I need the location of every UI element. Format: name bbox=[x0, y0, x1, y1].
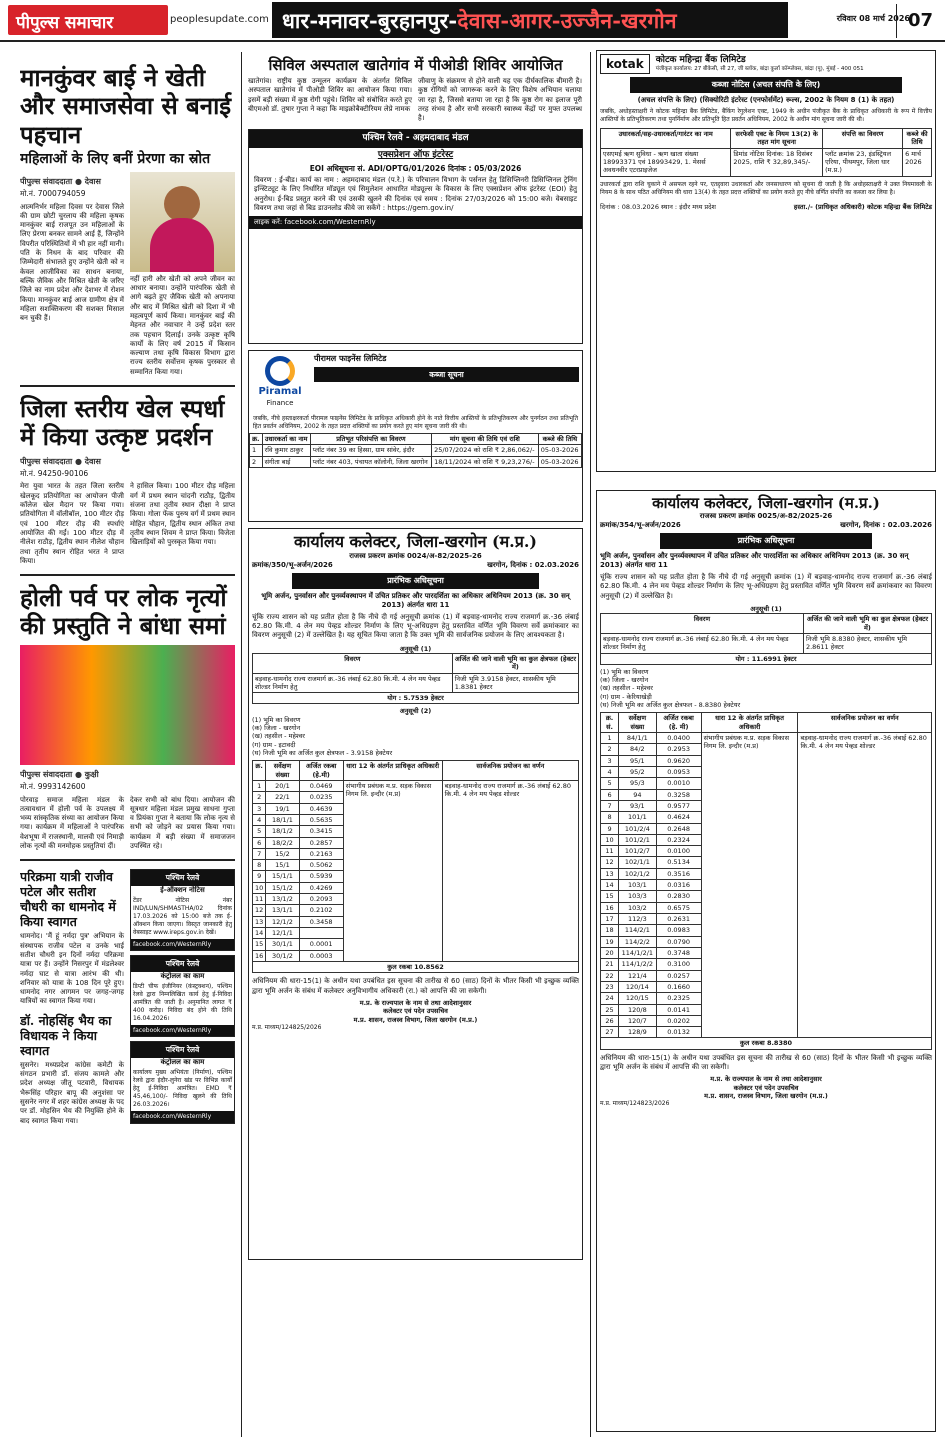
kotak-band: कब्जा नोटिस (अचल संपत्ति के लिए) bbox=[630, 77, 902, 93]
rly1-ref: EOI अधिसूचना सं. ADI/OPTG/01/2026 दिनांक : 05/03/2026 bbox=[309, 163, 522, 173]
story1-mobile: मो.नं. 7000794059 bbox=[20, 188, 86, 198]
rly4-sub: कंट्रोलल का काम bbox=[160, 1058, 205, 1067]
story1-subhead: महिलाओं के लिए बनीं प्रेरणा का स्रोत bbox=[20, 150, 211, 167]
coll2-reg: राजस्व प्रकरण क्रमांक 0025/अ-82/2025-26 bbox=[699, 512, 833, 520]
table-row: 7 93/1 0.9577 bbox=[601, 800, 932, 811]
coll1-s1-title: अनुसूची (1) bbox=[399, 644, 432, 653]
story1-headline: मानकुंवर बाई ने खेती और समाजसेवा से बनाई पहचान bbox=[20, 64, 232, 149]
kotak-tail: उधारकर्ता द्वारा राशि चुकाने में असफल रहने पर, एतद्द्वारा उधारकर्ता और जनसाधारण को सूचना दी जाती है कि अधोहस्ताक्षरी ने उक्त नियमावली के नियम 8 के साथ पठित अधिनियम की धारा 13(4) के तहत प्रदत्त शक्तियों का प्रयोग करते हुए नीचे वर्णित संपत्ति का कब्जा कर लिया है। bbox=[600, 180, 932, 196]
coll1-s1-col: विवरण bbox=[253, 653, 453, 673]
coll1-sign4: म.प्र. माध्यम/124825/2026 bbox=[252, 1023, 322, 1031]
table-row: 16 103/2 0.6575 bbox=[601, 902, 932, 913]
coll2-head: कार्यालय कलेक्टर, जिला-खरगोन (म.प्र.) bbox=[652, 494, 880, 512]
piramal-notice bbox=[248, 350, 583, 522]
rly2-footer[interactable]: facebook.com/WesternRly bbox=[131, 939, 234, 951]
kotak-notice bbox=[596, 50, 936, 472]
railway-ad-3 bbox=[130, 955, 235, 1037]
coll2-date: खरगोन, दिनांक : 02.03.2026 bbox=[840, 520, 932, 529]
table-row: 4 95/2 0.0953 bbox=[601, 766, 932, 777]
kotak-sign: हस्ता./- (प्राधिकृत अधिकारी) कोटक महिन्द्रा बैंक लिमिटेड bbox=[793, 202, 932, 211]
piramal-title: कब्जा सूचना bbox=[314, 367, 579, 383]
brand-logo: पीपुल्स समाचार bbox=[8, 5, 168, 35]
coll2-sign3: म.प्र. शासन, राजस्व विभाग, जिला खरगोन (म.प्र.) bbox=[704, 1091, 828, 1100]
rly2-head: पश्चिम रेलवे bbox=[131, 870, 234, 886]
story3-photo bbox=[20, 645, 235, 765]
rly1-footer[interactable]: लाइक करें: facebook.com/WesternRly bbox=[249, 216, 582, 229]
table-row: 25 120/8 0.0141 bbox=[601, 1004, 932, 1015]
table-row: 22 121/4 0.0257 bbox=[601, 970, 932, 981]
table-row: 1 रवि कुमार ठाकुर प्लॉट नंबर 39 का हिस्सा, ग्राम सांवेर, इंदौर 25/07/2024 को राशि ₹ 2,86,062/- 05-03-2026 bbox=[250, 445, 582, 456]
story3-byline: पीपुल्स संवाददाता ● कुक्षी bbox=[20, 769, 99, 779]
table-row: 8 101/1 0.4624 bbox=[601, 812, 932, 823]
table-row: 24 120/15 0.2325 bbox=[601, 993, 932, 1004]
coll2-no: क्रमांक/354/भू-अर्जन/2026 bbox=[600, 520, 681, 529]
kotak-logo: kotak bbox=[600, 54, 650, 74]
coll2-band: प्रारंभिक अधिसूचना bbox=[660, 533, 872, 549]
piramal-col: मांग सूचना की तिथि एवं राशि bbox=[432, 434, 539, 445]
story2-mobile: मो.नं. 94250-90106 bbox=[20, 468, 89, 478]
coll1-band: प्रारंभिक अधिसूचना bbox=[292, 573, 539, 589]
coll1-schedule1: विवरण अर्जित की जाने वाली भूमि का कुल क्षेत्रफल (हेक्टर में) बड़वाह-धामनोद राज्य राजमार्ग क्र.-36 लंबाई 62.80 कि.मी. 4 लेन मय पेव्हड शोल्डर निर्माण हेतु निजी भूमि 3.9158 हेक्टर, शासकीय भूमि 1.8381 हेक्टर योग : 5.7539 हेक्टर bbox=[252, 653, 579, 705]
table-row: 8 15/1 0.5062 bbox=[253, 860, 579, 871]
story2-headline: जिला स्तरीय खेल स्पर्धा में किया उत्कृष्ट प्रदर्शन bbox=[20, 394, 225, 452]
coll2-schedule1: विवरण अर्जित की जाने वाली भूमि का कुल क्षेत्रफल (हेक्टर में) बड़वाह-धामनोद राज्य राजमार्ग क्र.-36 लंबाई 62.80 कि.मी. 4 लेन मय पेव्हड शोल्डर निर्माण हेतु निजी भूमि 8.8380 हेक्टर, शासकीय भूमि 2.8611 हेक्टर योग : 11.6991 हेक्टर bbox=[600, 613, 932, 665]
table-row: 1 84/1/1 0.0400 संभागीय प्रबंधक म.प्र. सड़क विकास निगम लि. इन्दौर (म.प्र) बड़वाह-धामनोद राज्य राजमार्ग क्र.-36 लंबाई 62.80 कि.मी. 4 लेन मय पेव्हड शोल्डर bbox=[601, 733, 932, 744]
piramal-table bbox=[249, 433, 582, 468]
page-number: 07 bbox=[896, 4, 944, 38]
kotak-addr: पंजीकृत कार्यालय: 27 बीकेसी, सी 27, जी ब्लॉक, बांद्रा कुर्ला कॉम्प्लेक्स, बांद्रा (पू), मुंबई - 400 051 bbox=[655, 66, 864, 73]
story1-photo bbox=[130, 172, 235, 272]
story3-text-b: देकर सभी को बांध दिया। आयोजन की सूत्रधार महिला मंडल प्रमुख साधना गुप्ता व प्रियंका गुप्ता ने बताया कि लोक नृत्य से सभी को जोड़ने का प्रयास किया गया। कार्यक्रम में बड़ी संख्या में समाजजन उपस्थित रहे। bbox=[130, 795, 235, 851]
coll1-land-details: (1) भूमि का विवरण (क) जिला - खरगोन (ख) तहसील - महेश्वर (ग) ग्राम - इटावदी (घ) निजी भूमि का अर्जित कुल क्षेत्रफल - 3.9158 हेक्टेयर bbox=[252, 715, 393, 758]
table-row: 2 84/2 0.2953 bbox=[601, 744, 932, 755]
table-row: 11 13/1/2 0.2093 bbox=[253, 894, 579, 905]
table-row: 1 20/1 0.0469 संभागीय प्रबंधक म.प्र. सड़क विकास निगम लि. इन्दौर (म.प्र) बड़वाह-धामनोद राज्य राजमार्ग क्र.-36 लंबाई 62.80 कि.मी. 4 लेन मय पेव्हड शोल्डर bbox=[253, 780, 579, 791]
table-row: 11 101/2/7 0.0100 bbox=[601, 846, 932, 857]
table-row: 14 12/1/1 bbox=[253, 928, 579, 939]
rly2-body: टेंडर नोटिस नंबर IND/LUN/SHMASTHA/02 दिनांक 17.03.2026 को 15:00 बजे तक ई-ऑक्शन किया जाएगा। विस्तृत जानकारी हेतु वेबसाइट www.ireps.gov.in देखें। bbox=[133, 896, 232, 936]
coll1-sign1: म.प्र. के राज्यपाल के नाम से तथा आदेशानुसार bbox=[359, 998, 472, 1007]
collector-notice-2 bbox=[596, 490, 936, 1432]
coll1-no: क्रमांक/350/भू-अर्जन/2026 bbox=[252, 560, 333, 569]
table-row: 2 22/1 0.0235 bbox=[253, 792, 579, 803]
table-row: 5 95/3 0.0010 bbox=[601, 778, 932, 789]
table-row: 15 30/1/1 0.0001 bbox=[253, 939, 579, 950]
table-row: 9 15/1/1 0.5939 bbox=[253, 871, 579, 882]
coll1-s1-col: अर्जित की जाने वाली भूमि का कुल क्षेत्रफल (हेक्टर में) bbox=[452, 653, 578, 673]
piramal-logo-text: Piramal bbox=[258, 386, 302, 398]
railway-eoi-ad bbox=[248, 129, 583, 344]
table-row: 23 120/14 0.1660 bbox=[601, 981, 932, 992]
collector-notice-1 bbox=[248, 528, 583, 1260]
coll1-sign2: कलेक्टर एवं पदेन उपसचिव bbox=[383, 1007, 448, 1016]
piramal-logo bbox=[249, 351, 311, 413]
story2-text-a: मेरा युवा भारत के तहत जिला स्तरीय खेलकूद प्रतियोगिता का आयोजन पीजी कॉलेज खेल मैदान पर किया गया। प्रतियोगिता में वॉलीबॉल, 100 मीटर दौड़ एवं 100 मीटर दौड़ की स्पर्धाएं आयोजित की गईं। 100 मीटर दौड़ में नीलेश राठौड़, द्वितीय स्थान नीलेश चौहान तथा तृतीय स्थान रोहित भरत ने प्राप्त किया। bbox=[20, 482, 124, 565]
rly3-footer[interactable]: facebook.com/WesternRly bbox=[131, 1025, 234, 1037]
coll1-head: कार्यालय कलेक्टर, जिला-खरगोन (म.प्र.) bbox=[294, 532, 537, 552]
edition-title bbox=[272, 2, 788, 38]
edition-highlight: देवास-आगर-उज्जैन-खरगोन bbox=[457, 8, 677, 33]
story1-text-b: नहीं हारी और खेती को अपने जीवन का आधार बनाया। उन्होंने पारंपरिक खेती से आगे बढ़ते हुए जैविक खेती को अपनाया और बाद में मिश्रित खेती को दिशा में भी महत्वपूर्ण कार्य किया। मानकुंवर बाई की मेहनत और नवाचार ने उन्हें प्रदेश स्तर तक पहचान दिलाई। उनके उत्कृष्ट कृषि कार्यों के लिए वर्ष 2015 में किसान कल्याण तथा कृषि विकास विभाग द्वारा राज्य स्तरीय सर्वोत्तम कृषक पुरस्कार से सम्मानित किया गया। bbox=[130, 274, 235, 376]
coll1-act: भूमि अर्जन, पुनर्वासन और पुनर्व्यवस्थापन में उचित प्रतिकर और पारदर्शिता का अधिकार अधिनियम 2013 (क्र. 30 सन् 2013) अंतर्गत धारा 11 bbox=[261, 591, 570, 609]
story5-text: सुसनेर। मध्यप्रदेश कांग्रेस कमेटी के संगठन प्रभारी डॉ. संजय कामले और प्रदेश अध्यक्ष जीतू पटवारी, विधायक भैरूसिंह परिहार बापू की अनुशंसा पर सुसनेर नगर में शहर कांग्रेस अध्यक्ष के पद पर डॉ. मोहसिन भैय की नियुक्ति होने के बाद स्वागत किया गया। bbox=[20, 1060, 124, 1125]
table-row: 27 128/9 0.0132 bbox=[601, 1027, 932, 1038]
kotak-table: उधारकर्ता/सह-उधारकर्ता/गारंटर का नाम सरफेसी एक्ट के नियम 13(2) के तहत मांग सूचना संपत्ति का विवरण कब्जे की तिथि एसएमई ऋण सुविधा - ऋण खाता संख्या 18993371 एवं 18993429, 1. मेसर्स अवधनवीर एटरप्राइजेज डिमांड नोटिस दिनांक: 18 दिसंबर 2025, राशि ₹ 32,89,345/- प्लॉट क्रमांक 23, इंडस्ट्रियल एरिया, पीथमपुर, जिला धार (म.प्र.) 6 मार्च 2026 bbox=[600, 128, 932, 177]
coll2-s1-title: अनुसूची (1) bbox=[750, 604, 782, 613]
piramal-logo-sub: Finance bbox=[266, 399, 294, 408]
table-row: 10 101/2/1 0.2324 bbox=[601, 834, 932, 845]
coll2-foot: अधिनियम की धारा-15(1) के अधीन यथा उपबंधित इस सूचना की तारीख से 60 (साठ) दिनों के भीतर किसी भी इच्छुक व्यक्ति द्वारा भूमि अर्जन के संबंध में आपत्ति की जा सकेगी। bbox=[600, 1053, 932, 1072]
table-row: 21 114/1/2/2 0.3100 bbox=[601, 959, 932, 970]
story4-headline: परिक्रमा यात्री राजीव पटेल और सतीश चौधरी का धामनोद में किया स्वागत bbox=[20, 869, 116, 930]
table-row: 5 18/1/2 0.3415 bbox=[253, 826, 579, 837]
coll1-reg: राजस्व प्रकरण क्रमांक 0024/अ-82/2025-26 bbox=[349, 551, 482, 560]
story2-byline: पीपुल्स संवाददाता ● देवास bbox=[20, 456, 101, 466]
rly1-sub: एक्सप्रेशन ऑफ इंटरेस्ट bbox=[377, 150, 454, 160]
story5-headline: डॉ. नोहसिंह भैय का विधायक ने किया स्वागत bbox=[20, 1012, 112, 1058]
piramal-col: उधारकर्ता का नाम bbox=[262, 434, 310, 445]
right-column bbox=[596, 50, 936, 1438]
table-row: 17 112/3 0.2631 bbox=[601, 914, 932, 925]
rly3-sub: कंट्रोलल का काम bbox=[160, 972, 205, 981]
site-url[interactable]: peoplesupdate.com bbox=[170, 14, 269, 25]
railway-ad-2 bbox=[130, 869, 235, 951]
coll2-sign1: म.प्र. के राज्यपाल के नाम से तथा आदेशानुसार bbox=[710, 1075, 822, 1084]
rly2-sub: ई-ऑक्शन नोटिस bbox=[160, 885, 205, 894]
table-row: 9 101/2/4 0.2648 bbox=[601, 823, 932, 834]
coll2-sign2: कलेक्टर एवं पदेन उपसचिव bbox=[733, 1083, 799, 1092]
story4-text: धामनोद। 'मैं हूं नर्मदा पुत्र' अभियान के संस्थापक राजीव पटेल व उनके भाई सतीश चौधरी इन दिनों नर्मदा परिक्रमा यात्रा पर हैं। उन्होंने निसरपुर में मंडलेश्वर नर्मदा घाट से यात्रा आरंभ की थी। शनिवार को यात्रा के 108 दिन पूरे हुए। धामनोद नगर आगमन पर जगह-जगह यात्रियों का स्वागत किया गया। bbox=[20, 932, 124, 1006]
piramal-company: पीरामल फाइनेंस लिमिटेड bbox=[314, 354, 387, 364]
table-row: 6 18/2/2 0.2857 bbox=[253, 837, 579, 848]
table-row: 14 103/1 0.0316 bbox=[601, 880, 932, 891]
kotak-sub: (अचल संपत्ति के लिए) (सिक्योरिटी इंटरेस्ट (एनफोर्समेंट) रूल्स, 2002 के नियम 8 (1) के तहत) bbox=[637, 96, 895, 105]
table-row: 15 103/3 0.2830 bbox=[601, 891, 932, 902]
coll2-land-details: (1) भूमि का विवरण (क) जिला - खरगोन (ख) तहसील - महेश्वर (ग) ग्राम - केरियाखेड़ी (घ) निजी भूमि का अर्जित कुल क्षेत्रफल - 8.8380 हेक्टेयर bbox=[600, 667, 741, 710]
kotak-body: जबकि, अधोहस्ताक्षरी ने कोटक महिन्द्रा बैंक लिमिटेड, बैंकिंग रेगुलेशन एक्ट, 1949 के अधीन पंजीकृत बैंक के प्राधिकृत अधिकारी के रूप में वित्तीय आस्तियों के प्रतिभूतिकरण तथा पुनर्निर्माण और प्रतिभूति हित प्रवर्तन अधिनियम, 2002 के अधीन मांग सूचना जारी की थी। bbox=[600, 108, 932, 124]
story3-headline: होली पर्व पर लोक नृत्यों की प्रस्तुति ने बांधा समां bbox=[20, 583, 227, 641]
table-row: एसएमई ऋण सुविधा - ऋण खाता संख्या 18993371 एवं 18993429, 1. मेसर्स अवधनवीर एटरप्राइजेज डिमांड नोटिस दिनांक: 18 दिसंबर 2025, राशि ₹ 32,89,345/- प्लॉट क्रमांक 23, इंडस्ट्रियल एरिया, पीथमपुर, जिला धार (म.प्र.) 6 मार्च 2026 bbox=[601, 148, 932, 176]
left-column bbox=[20, 64, 235, 1434]
story6-headline: सिविल अस्पताल खातेगांव में पीओडी शिविर आयोजित bbox=[268, 56, 563, 74]
piramal-col: क्र. bbox=[250, 434, 263, 445]
table-row: 4 18/1/1 0.5635 bbox=[253, 814, 579, 825]
railway-ad-4 bbox=[130, 1041, 235, 1123]
table-row: 6 94 0.3258 bbox=[601, 789, 932, 800]
rly4-footer[interactable]: facebook.com/WesternRly bbox=[131, 1111, 234, 1123]
edition-primary: धार-मनावर-बुरहानपुर- bbox=[282, 8, 458, 33]
coll1-sign3: म.प्र. शासन, राजस्व विभाग, जिला खरगोन (म.प्र.) bbox=[353, 1015, 478, 1024]
table-row: 10 15/1/2 0.4269 bbox=[253, 882, 579, 893]
story3-text-a: पोरवाड़ समाज महिला मंडल के तत्वावधान में होली पर्व के उपलक्ष्य में भव्य सांस्कृतिक संध्या का आयोजन किया गया। कार्यक्रम में महिलाओं ने पारंपरिक वेशभूषा में राजस्थानी, मालवी एवं निमाड़ी लोक नृत्यों की मनमोहक प्रस्तुतियां दीं। bbox=[20, 795, 124, 851]
table-row: 3 95/1 0.9620 bbox=[601, 755, 932, 766]
story1-byline: पीपुल्स संवाददाता ● देवास bbox=[20, 176, 101, 186]
coll1-s2-title: अनुसूची (2) bbox=[399, 707, 432, 716]
coll2-act: भूमि अर्जन, पुनर्वासन और पुनर्व्यवस्थापन में उचित प्रतिकर और पारदर्शिता का अधिकार अधिनियम 2013 (क्र. 30 सन् 2013) अंतर्गत धारा 11 bbox=[600, 552, 909, 570]
table-row: 26 120/7 0.0202 bbox=[601, 1015, 932, 1026]
table-row: 12 13/1/1 0.2102 bbox=[253, 905, 579, 916]
coll2-sign4: म.प्र. माध्यम/124823/2026 bbox=[600, 1100, 670, 1108]
table-row: 12 102/1/1 0.5134 bbox=[601, 857, 932, 868]
story6-text-b: जीवाणु के संक्रमण से होने वाली यह एक दीर्घकालिक बीमारी है। कुष्ठ रोगियों को जागरूक करने के लिए विशेष अभियान चलाया जा रहा है, जिससे बताया जा रहा है कि कुष्ठ रोग का इलाज पूरी तरह संभव है और सभी सरकारी स्वास्थ्य केंद्रों पर मुफ्त उपलब्ध है। bbox=[418, 77, 582, 123]
piramal-col: प्रतिभूत परिसंपत्ति का विवरण bbox=[310, 434, 431, 445]
rly3-body: डिप्टी चीफ इंजीनियर (कंस्ट्रक्शन), पश्चिम रेलवे द्वारा निम्नलिखित कार्य हेतु ई-निविदा आमंत्रित की जाती है। अनुमानित लागत ₹ 400 करोड़। निविदा बंद होने की तिथि 16.04.2026। bbox=[133, 982, 232, 1022]
table-row: 7 15/2 0.2163 bbox=[253, 848, 579, 859]
coll2-body: चूंकि राज्य शासन को यह प्रतीत होता है कि नीचे दी गई अनुसूची क्रमांक (1) में बड़वाह-धामनोद राज्य राजमार्ग क्र.-36 लंबाई 62.80 कि.मी. 4 लेन मय पेव्हड शोल्डर निर्माण के लिए भू-अधिग्रहण हेतु प्रस्तावित वर्णित भूमि विवरण सर्वे क्रमांकवार का विवरण अनुसूची (2) में उल्लेखित है। bbox=[600, 573, 932, 600]
page-header bbox=[0, 0, 945, 42]
table-row: 18 114/2/1 0.0983 bbox=[601, 925, 932, 936]
middle-column bbox=[248, 56, 583, 1436]
table-row: 16 30/1/2 0.0003 bbox=[253, 950, 579, 961]
kotak-bank: कोटक महिन्द्रा बैंक लिमिटेड bbox=[655, 54, 746, 65]
table-row: 19 114/2/2 0.0790 bbox=[601, 936, 932, 947]
rly4-head: पश्चिम रेलवे bbox=[131, 1042, 234, 1058]
story3-mobile: मो.नं. 9993142600 bbox=[20, 781, 86, 791]
rly1-head: पश्चिम रेलवे - अहमदाबाद मंडल bbox=[249, 130, 582, 148]
rly3-head: पश्चिम रेलवे bbox=[131, 956, 234, 972]
rly1-body: विवरण : ई-बीड। कार्य का नाम : अहमदाबाद मंडल (प.रे.) के परिचालन विभाग के पर्सनल हेतु डिसिप्लिनरी डिसिप्लिनल ट्रेनिंग इन्स्टिट्यूट के लिए निर्धारित मॉड्यूल एवं सिमुलेशन आधारित मोड्यूल्स के विकास के लिए एक्सप्रेशन ऑफ इंटरेस्ट (EOI) हेतु अनुरोध। ई-बिड प्रस्तुत करने की एवं उसकी खुलने की दिनांक एवं समय : दिनांक 27/03/2026 को 15:00 बजे। वेबसाइट विवरण तथा जहां से बिड डाउनलोड कीये जा सकेंगे : https://gem.gov.in/ bbox=[254, 176, 577, 212]
table-row: 13 12/1/2 0.3458 bbox=[253, 916, 579, 927]
table-row: 2 संगीता बाई प्लॉट नंबर 403, पंचायत कॉलोनी, जिला खरगोन 18/11/2024 को राशि ₹ 9,23,276/- 05-03-2026 bbox=[250, 456, 582, 467]
coll1-foot: अधिनियम की धारा-15(1) के अधीन यथा उपबंधित इस सूचना की तारीख से 60 (साठ) दिनों के भीतर किसी भी इच्छुक व्यक्ति द्वारा भूमि अर्जन के संबंध में कलेक्टर अनुविभागीय अधिकारी (रा.) को आपत्ति की जा सकेगी। bbox=[252, 977, 579, 995]
story2-text-b: ने हासिल किया। 100 मीटर दौड़ महिला वर्ग में प्रथम स्थान चांदनी राठौड़, द्वितीय संजना तथा तृतीय स्थान दीक्षा ने प्राप्त किया। गोला फेंक पुरुष वर्ग में प्रथम स्थान मोहित चौहान, द्वितीय स्थान अंकित तथा तृतीय स्थान शिवम ने प्राप्त किया। विजेता खिलाड़ियों को पुरस्कृत किया गया। bbox=[130, 482, 235, 547]
piramal-col: कब्जे की तिथि bbox=[538, 434, 581, 445]
piramal-body: जबकि, नीचे हस्ताक्षरकर्ता पीरामल फाइनेंस लिमिटेड के प्राधिकृत अधिकारी होने के नाते वित्तीय आस्तियों के प्रतिभूतिकरण और पुनर्गठन तथा प्रतिभूति हित प्रवर्तन अधिनियम, 2002 के तहत प्रदत्त शक्तियों का प्रयोग करते हुए मांग सूचना जारी की थी। bbox=[253, 415, 578, 431]
table-row: 20 114/1/2/1 0.3748 bbox=[601, 947, 932, 958]
kotak-place: दिनांक : 08.03.2026 स्थान : इंदौर मध्य प्रदेश bbox=[600, 202, 716, 211]
issue-date: रविवार 08 मार्च 2026 bbox=[836, 14, 910, 23]
coll2-survey-table: क्र. सं. सर्वेक्षण संख्या अर्जित रकबा (हे. मी) धारा 12 के अंतर्गत प्राधिकृत अधिकारी सार्वजनिक प्रयोजन का वर्णन 1 84/1/1 0.0400 संभागीय प्रबंधक म.प्र. सड़क विकास निगम लि. इन्दौर (म.प्र) बड़वाह-धामनोद राज्य राजमार्ग क्र.-36 लंबाई 62.80 कि.मी. 4 लेन मय पेव्हड शोल्डर 2 84/2 0.2953 3 95/1 0.9620 4 95/2 0.0953 5 95/3 0.0010 6 94 0.3258 7 93/1 0.9577 8 101/1 0.4624 9 101/2/4 0.2648 10 101/2/1 0.2324 11 101/2/7 0.0100 12 102/1/1 0.5134 13 102/1/2 0.3516 14 103/1 0.0316 15 103/3 0.2830 16 103/2 0.6575 17 112/3 0.2631 18 114/2/1 0.0983 19 114/2/2 0.0790 20 114/1/2/1 0.3748 21 114/1/2/2 0.3100 22 121/4 0.0257 23 120/14 0.1660 24 120/15 0.2325 25 120/8 0.0141 26 120/7 0.0202 27 128/9 0.0132 कुल रकबा 8.8380 bbox=[600, 712, 932, 1049]
coll1-date: खरगोन, दिनांक : 02.03.2026 bbox=[487, 560, 579, 569]
table-row: 13 102/1/2 0.3516 bbox=[601, 868, 932, 879]
story6-text-a: खातेगांव। राष्ट्रीय कुष्ठ उन्मूलन कार्यक्रम के अंतर्गत सिविल अस्पताल खातेगांव में पीओडी शिविर का आयोजन किया गया। इसमें बड़ी संख्या में कुष्ठ रोगी पहुंचे। शिविर को संबोधित करते हुए बीएमओ डॉ. तुषार गुप्ता ने कहा कि माइक्रोबैक्टीरियम लेप्रे नामक bbox=[248, 77, 412, 113]
coll1-body: चूंकि राज्य शासन को यह प्रतीत होता है कि नीचे दी गई अनुसूची क्रमांक (1) में बड़वाह-धामनोद राज्य राजमार्ग क्र.-36 लंबाई 62.80 कि.मी. 4 लेन मय पेव्हड शोल्डर निर्माण के लिए भू-अधिग्रहण हेतु प्रस्तावित वर्णित भूमि विवरण सर्वे क्रमांकवार का विवरण अनुसूची (2) में उल्लेखित है। यह सूचित किया जाता है कि उक्त भूमि की सार्वजनिक प्रयोजन के लिए आवश्यकता है। bbox=[252, 612, 579, 640]
coll1-survey-table: क्र. सर्वेक्षण संख्या अर्जित रकबा (हे.मी) धारा 12 के अंतर्गत प्राधिकृत अधिकारी सार्वजनिक प्रयोजन का वर्णन 1 20/1 0.0469 संभागीय प्रबंधक म.प्र. सड़क विकास निगम लि. इन्दौर (म.प्र) बड़वाह-धामनोद राज्य राजमार्ग क्र.-36 लंबाई 62.80 कि.मी. 4 लेन मय पेव्हड शोल्डर 2 22/1 0.0235 3 19/1 0.4639 4 18/1/1 0.5635 5 18/1/2 0.3415 6 18/2/2 0.2857 7 15/2 0.2163 8 15/1 0.5062 9 15/1/1 0.5939 10 15/1/2 0.4269 11 13/1/2 0.2093 12 13/1/1 0.2102 13 12/1/2 0.3458 14 12/1/1 15 30/1/1 0.0001 16 30/1/2 0.0003 कुल रकबा 10.8562 bbox=[252, 760, 579, 973]
story1-text-a: आत्मनिर्भर महिला दिवस पर देवास जिले की ग्राम छोटी चुरलाय की महिला कृषक मानकुंवर बाई राजपूत उन महिलाओं के लिए प्रेरणा बनकर सामने आई हैं, जिन्होंने विपरीत परिस्थितियों में भी हार नहीं मानी। पति के निधन के बाद परिवार की जिम्मेदारी संभालते हुए उन्होंने खेती को न केवल आजीविका का साधन बनाया, बल्कि जैविक और मिश्रित खेती के जरिए जिले का नाम प्रदेश और देशभर में रोशन किया। मानकुंवर बाई आज ग्रामीण क्षेत्र में महिला सशक्तिकरण की सशक्त मिसाल बन चुकी हैं। bbox=[20, 202, 124, 323]
table-row: 3 19/1 0.4639 bbox=[253, 803, 579, 814]
rly4-body: कार्यालय मुख्य अभियंता (निर्माण), पश्चिम रेलवे द्वारा इंदौर-लुनेरा खंड पर विभिन्न कार्यों हेतु ई-निविदा आमंत्रित। EMD ₹ 45,46,100/- निविदा खुलने की तिथि 26.03.2026। bbox=[133, 1069, 232, 1108]
